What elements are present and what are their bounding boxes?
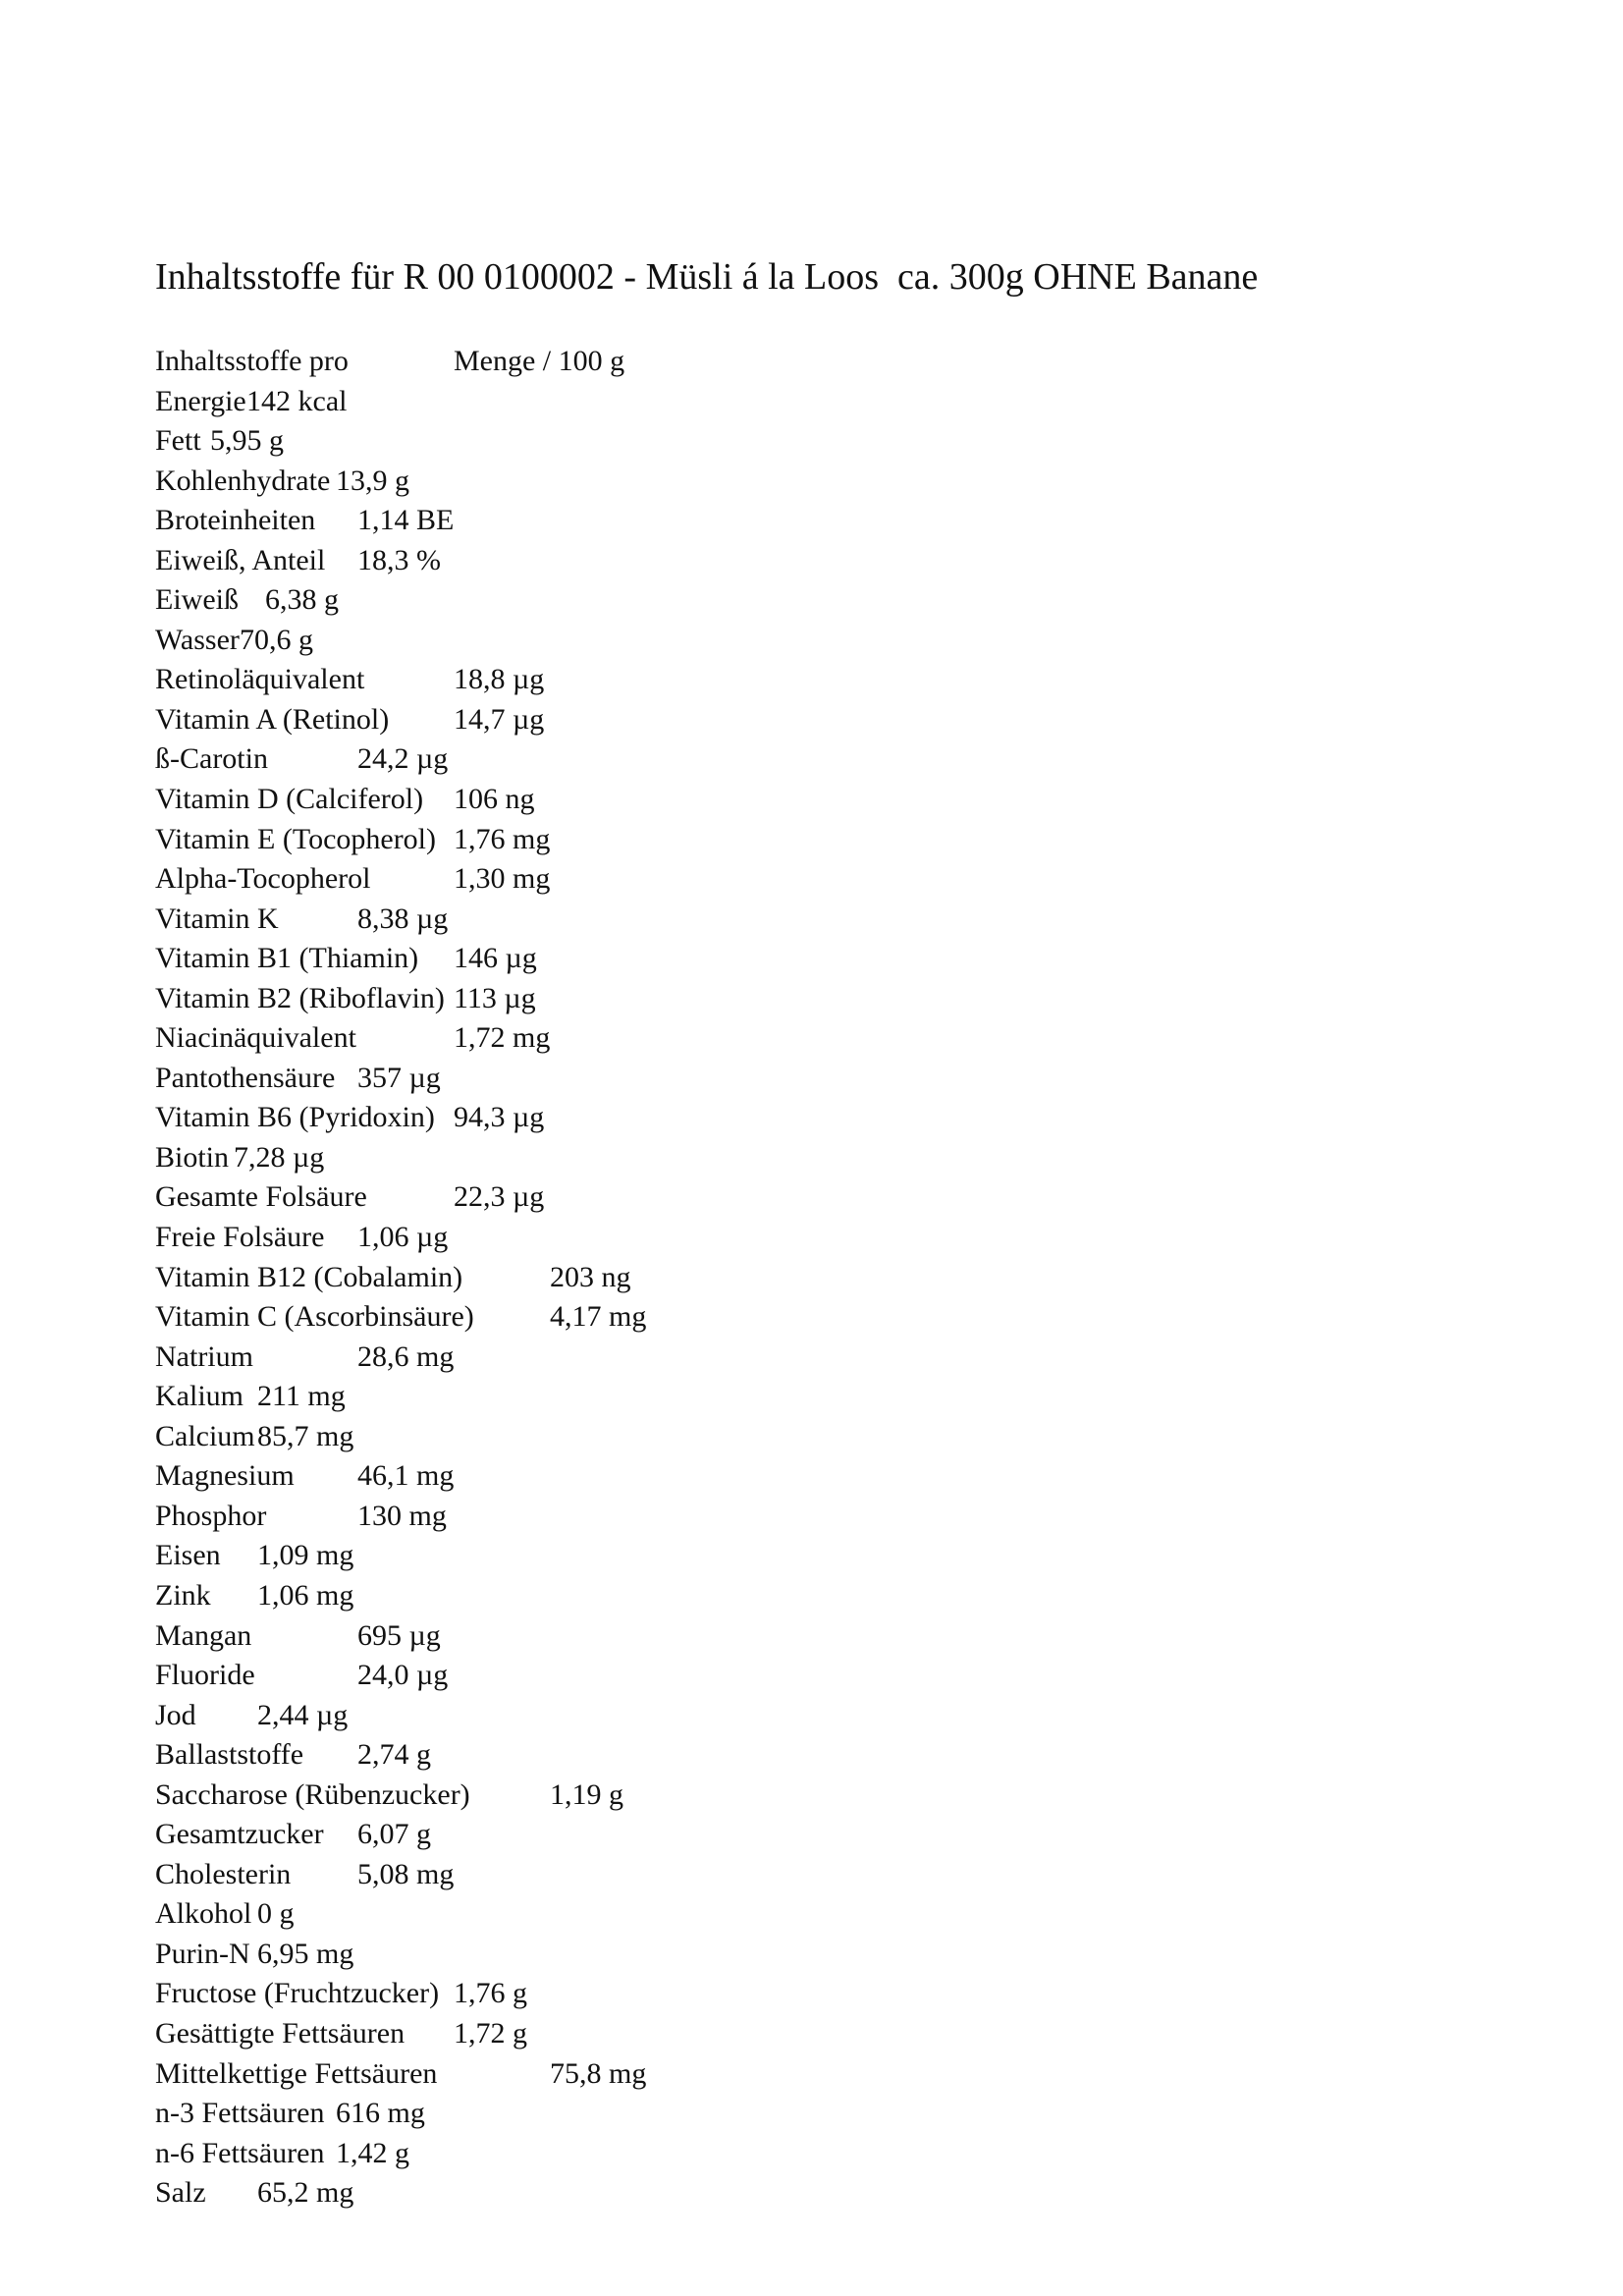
nutrient-row — [155, 1018, 1039, 1059]
nutrient-row — [155, 1935, 1039, 1975]
nutrient-row — [155, 541, 1039, 581]
nutrient-value: 2,44 µg — [257, 1698, 349, 1731]
nutrient-value: 142 kcal — [246, 384, 348, 417]
nutrient-value: 1,06 mg — [257, 1578, 354, 1612]
nutrient-label: Fett — [155, 424, 201, 458]
nutrient-label: Biotin — [155, 1140, 230, 1174]
nutrient-value: 18,8 µg — [454, 663, 545, 696]
nutrient-label: Fluoride — [155, 1659, 255, 1692]
nutrient-value: 695 µg — [357, 1618, 441, 1652]
nutrient-value: 5,95 g — [210, 424, 284, 458]
nutrient-label: Gesamtzucker — [155, 1818, 324, 1851]
nutrient-value: 8,38 µg — [357, 902, 449, 935]
nutrient-row — [155, 1497, 1039, 1537]
nutrient-label: ß-Carotin — [155, 742, 268, 776]
nutrient-value: 1,72 g — [454, 2016, 527, 2050]
nutrient-value: 18,3 % — [357, 543, 441, 576]
nutrient-row — [155, 1815, 1039, 1855]
nutrient-value: 7,28 µg — [234, 1140, 325, 1174]
nutrient-row — [155, 382, 1039, 422]
nutrient-label: Vitamin C (Ascorbinsäure) — [155, 1300, 474, 1334]
nutrient-row — [155, 1098, 1039, 1138]
nutrient-label: Calcium — [155, 1419, 255, 1452]
nutrient-label: Eiweiß, Anteil — [155, 543, 326, 576]
nutrient-label: Vitamin K — [155, 902, 279, 935]
nutrient-value: 24,2 µg — [357, 742, 449, 776]
nutrient-row — [155, 1855, 1039, 1895]
nutrient-row — [155, 780, 1039, 820]
nutrient-label: Broteinheiten — [155, 504, 316, 537]
nutrient-list-header — [155, 342, 1039, 382]
nutrient-value: 130 mg — [357, 1499, 447, 1532]
nutrient-value: 13,9 g — [336, 464, 409, 497]
nutrient-row — [155, 1696, 1039, 1736]
nutrient-label: Kohlenhydrate — [155, 464, 331, 497]
nutrient-label: Vitamin B1 (Thiamin) — [155, 942, 419, 975]
nutrient-label: Gesättigte Fettsäuren — [155, 2016, 406, 2050]
nutrient-value: 28,6 mg — [357, 1339, 455, 1373]
nutrient-value: 1,09 mg — [257, 1539, 354, 1572]
nutrient-value: 1,76 mg — [454, 822, 551, 855]
nutrient-label: Mangan — [155, 1618, 252, 1652]
nutrient-label: Gesamte Folsäure — [155, 1180, 367, 1214]
nutrient-label: Vitamin B2 (Riboflavin) — [155, 981, 445, 1014]
nutrient-row — [155, 739, 1039, 780]
nutrient-value: 46,1 mg — [357, 1459, 455, 1493]
nutrient-row — [155, 979, 1039, 1019]
nutrient-value: 6,38 g — [265, 583, 339, 617]
nutrient-row — [155, 939, 1039, 979]
nutrient-row — [155, 660, 1039, 700]
nutrient-row — [155, 1656, 1039, 1696]
nutrient-row — [155, 1974, 1039, 2014]
nutrient-label: Zink — [155, 1578, 211, 1612]
nutrient-label: Pantothensäure — [155, 1061, 336, 1094]
nutrient-value: 106 ng — [454, 783, 535, 816]
nutrient-row — [155, 580, 1039, 621]
nutrient-row — [155, 2014, 1039, 2054]
nutrient-value: 22,3 µg — [454, 1180, 545, 1214]
nutrient-list — [155, 342, 1039, 2214]
nutrient-label: Vitamin E (Tocopherol) — [155, 822, 437, 855]
nutrient-value: 6,95 mg — [257, 1937, 354, 1970]
nutrient-value: 1,42 g — [336, 2136, 409, 2169]
nutrient-value: 85,7 mg — [257, 1419, 354, 1452]
nutrient-label: Fructose (Fruchtzucker) — [155, 1977, 440, 2010]
nutrient-label: Wasser — [155, 623, 240, 656]
nutrient-row — [155, 1177, 1039, 1218]
nutrient-value: 4,17 mg — [550, 1300, 647, 1334]
nutrient-label: Vitamin B6 (Pyridoxin) — [155, 1101, 435, 1134]
nutrient-value: 75,8 mg — [550, 2056, 647, 2090]
nutrient-label: Eisen — [155, 1539, 221, 1572]
nutrient-row — [155, 1616, 1039, 1657]
nutrient-value: 203 ng — [550, 1260, 631, 1293]
nutrient-label: n-3 Fettsäuren — [155, 2097, 325, 2130]
nutrient-label: Mittelkettige Fettsäuren — [155, 2056, 438, 2090]
nutrient-row — [155, 2173, 1039, 2214]
nutrient-row — [155, 1059, 1039, 1099]
document-title: Inhaltsstoffe für R 00 0100002 - Müsli á la Loos ca. 300g OHNE Banane — [155, 256, 1259, 298]
nutrient-value: 5,08 mg — [357, 1857, 455, 1890]
nutrient-value: 65,2 mg — [257, 2176, 354, 2210]
nutrient-value: 211 mg — [257, 1380, 346, 1413]
nutrient-row — [155, 1894, 1039, 1935]
nutrient-row — [155, 1338, 1039, 1378]
nutrient-row — [155, 501, 1039, 541]
header-label: Inhaltsstoffe pro — [155, 345, 349, 377]
nutrient-value: 24,0 µg — [357, 1659, 449, 1692]
nutrient-row — [155, 1297, 1039, 1338]
nutrient-value: 357 µg — [357, 1061, 441, 1094]
nutrient-row — [155, 1536, 1039, 1576]
nutrient-row — [155, 462, 1039, 502]
nutrient-row — [155, 1218, 1039, 1258]
nutrient-value: 1,19 g — [550, 1777, 623, 1811]
nutrient-label: n-6 Fettsäuren — [155, 2136, 325, 2169]
nutrient-label: Kalium — [155, 1380, 243, 1413]
nutrient-row — [155, 2054, 1039, 2095]
nutrient-label: Vitamin A (Retinol) — [155, 702, 390, 736]
nutrient-value: 1,14 BE — [357, 504, 455, 537]
nutrient-row — [155, 1417, 1039, 1457]
nutrient-value: 14,7 µg — [454, 702, 545, 736]
nutrient-row — [155, 900, 1039, 940]
nutrient-value: 1,30 mg — [454, 862, 551, 896]
nutrient-label: Ballaststoffe — [155, 1738, 304, 1772]
nutrient-value: 113 µg — [454, 981, 536, 1014]
nutrient-row — [155, 2094, 1039, 2134]
nutrient-value: 1,76 g — [454, 1977, 527, 2010]
nutrient-row — [155, 1138, 1039, 1178]
nutrient-row — [155, 1456, 1039, 1497]
nutrient-label: Alpha-Tocopherol — [155, 862, 371, 896]
nutrient-row — [155, 1776, 1039, 1816]
nutrient-label: Vitamin B12 (Cobalamin) — [155, 1260, 463, 1293]
nutrient-label: Eiweiß — [155, 583, 239, 617]
nutrient-label: Retinoläquivalent — [155, 663, 365, 696]
nutrient-value: 1,72 mg — [454, 1021, 551, 1055]
nutrient-value: 1,06 µg — [357, 1221, 449, 1254]
nutrient-value: 146 µg — [454, 942, 537, 975]
nutrient-value: 616 mg — [336, 2097, 425, 2130]
nutrient-label: Magnesium — [155, 1459, 295, 1493]
nutrient-label: Freie Folsäure — [155, 1221, 325, 1254]
nutrient-value: 6,07 g — [357, 1818, 431, 1851]
nutrient-label: Phosphor — [155, 1499, 267, 1532]
nutrient-value: 0 g — [257, 1897, 295, 1931]
nutrient-label: Niacinäquivalent — [155, 1021, 356, 1055]
nutrient-value: 94,3 µg — [454, 1101, 545, 1134]
nutrient-row — [155, 421, 1039, 462]
nutrient-value: 2,74 g — [357, 1738, 431, 1772]
nutrient-row — [155, 1377, 1039, 1417]
nutrient-label: Saccharose (Rübenzucker) — [155, 1777, 470, 1811]
nutrient-label: Natrium — [155, 1339, 253, 1373]
nutrient-label: Salz — [155, 2176, 206, 2210]
nutrient-row — [155, 1576, 1039, 1616]
nutrient-label: Jod — [155, 1698, 196, 1731]
nutrient-label: Purin-N — [155, 1937, 250, 1970]
nutrient-row — [155, 1258, 1039, 1298]
nutrient-value: 70,6 g — [240, 623, 313, 656]
nutrient-label: Energie — [155, 384, 246, 417]
nutrient-row — [155, 621, 1039, 661]
nutrient-row — [155, 2134, 1039, 2174]
nutrient-row — [155, 1735, 1039, 1776]
nutrient-label: Vitamin D (Calciferol) — [155, 783, 424, 816]
nutrient-row — [155, 700, 1039, 740]
nutrient-label: Alkohol — [155, 1897, 252, 1931]
nutrient-row — [155, 859, 1039, 900]
nutrient-row — [155, 820, 1039, 860]
nutrient-label: Cholesterin — [155, 1857, 292, 1890]
header-value: Menge / 100 g — [454, 345, 625, 377]
